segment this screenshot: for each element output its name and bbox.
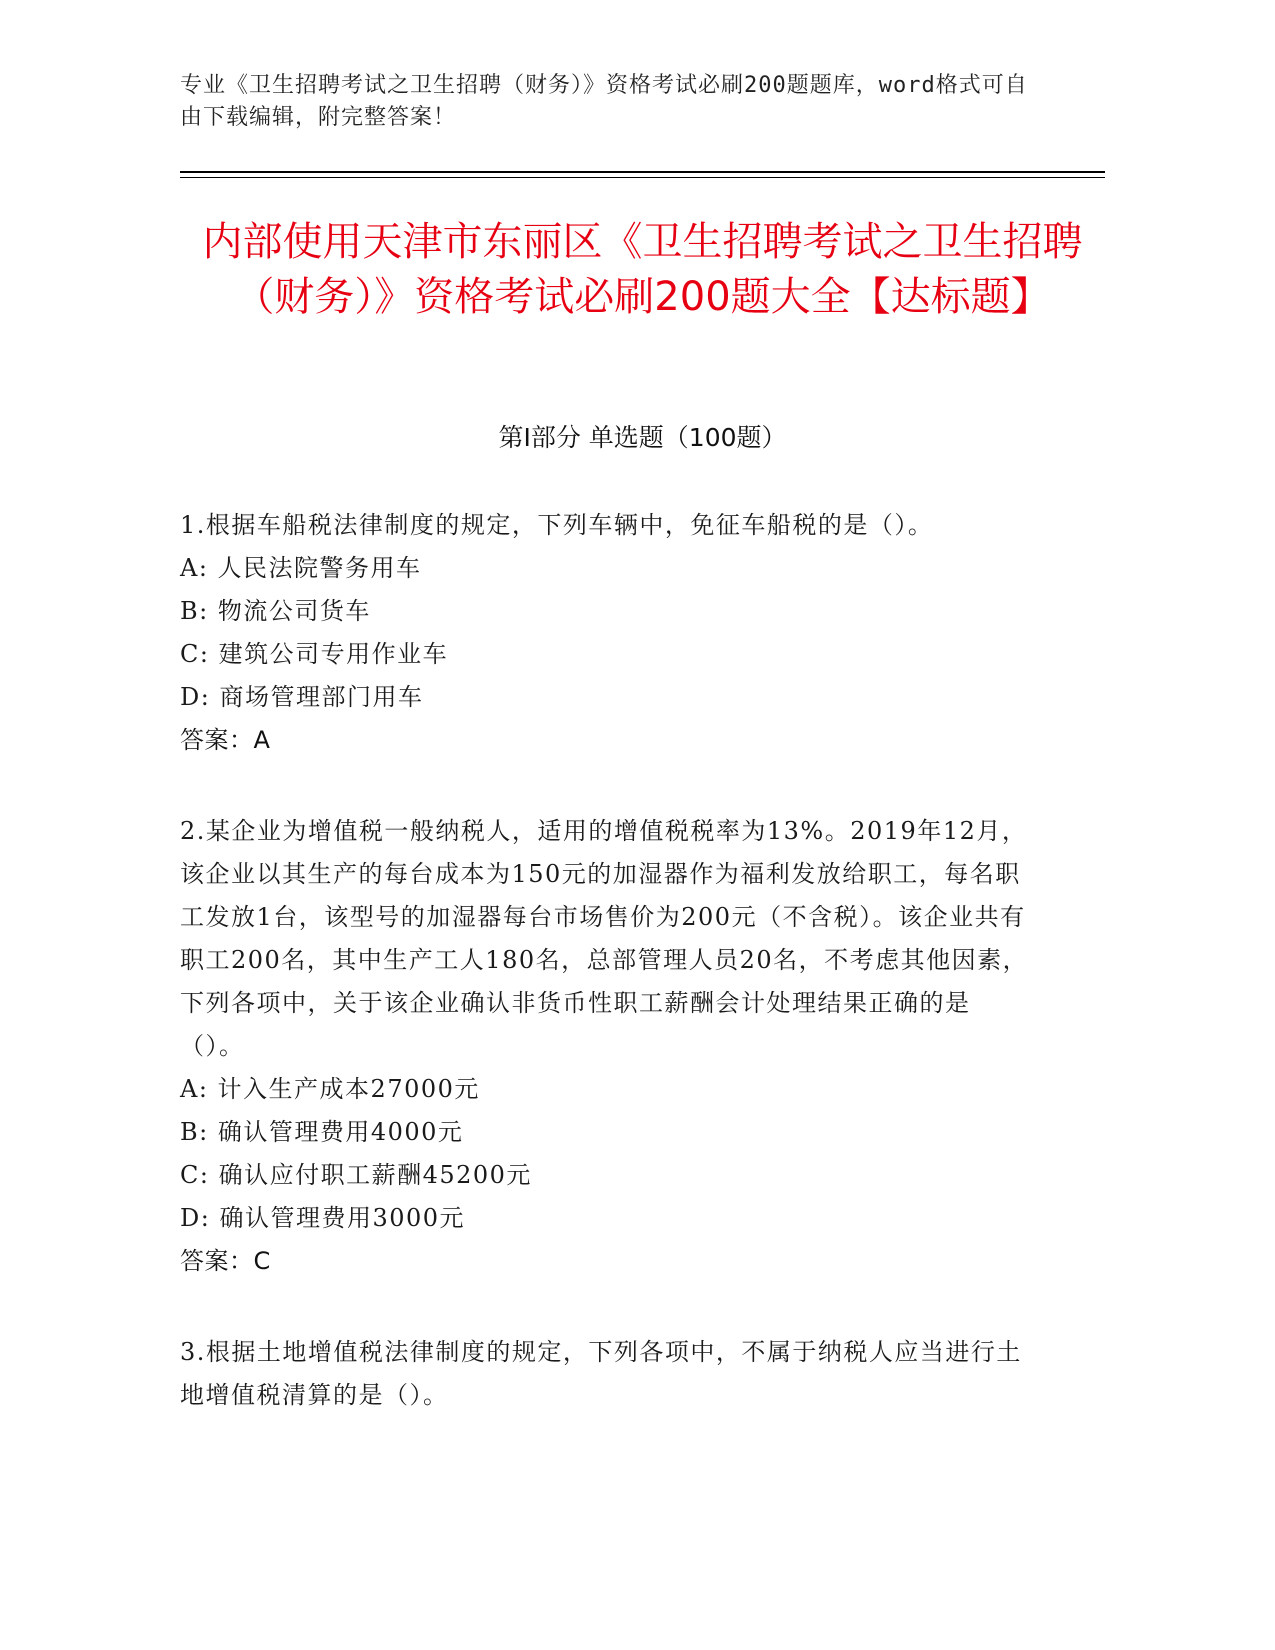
document-title: 内部使用天津市东丽区《卫生招聘考试之卫生招聘（财务）》资格考试必刷200题大全【达标题】: [202, 219, 1083, 320]
question-stem: 2.某企业为增值税一般纳税人，适用的增值税税率为13%。2019年12月，该企业以其生产的每台成本为150元的加湿器作为福利发放给职工，每名职工发放1台，该型号的加湿器每台市场售价为200元（不含税）。该企业共有职工200名，其中生产工人180名，总部管理人员20名，不考虑其他因素，下列各项中，关于该企业确认非货币性职工薪酬会计处理结果正确的是（）。: [180, 817, 1029, 1060]
question-block: [180, 810, 1030, 1283]
section-title: 第I部分 单选题（100题）: [498, 423, 787, 452]
question-stem: 3.根据土地增值税法律制度的规定，下列各项中，不属于纳税人应当进行土地增值税清算的是（）。: [180, 1338, 1022, 1409]
question-block: [180, 1331, 1030, 1417]
option-d: D: 确认管理费用3000元: [180, 1204, 466, 1232]
option-c: C: 确认应付职工薪酬45200元: [180, 1161, 532, 1189]
option-c: C: 建筑公司专用作业车: [180, 640, 449, 668]
answer: 答案：C: [180, 1247, 271, 1275]
question-stem: 1.根据车船税法律制度的规定，下列车辆中，免征车船税的是（）。: [180, 511, 934, 539]
question-block: [180, 504, 1030, 762]
option-b: B: 物流公司货车: [180, 597, 371, 625]
option-a: A: 计入生产成本27000元: [180, 1075, 480, 1103]
answer: 答案：A: [180, 726, 271, 754]
header-note: 专业《卫生招聘考试之卫生招聘（财务）》资格考试必刷200题题库，word格式可自由下载编辑，附完整答案！: [180, 73, 1028, 130]
option-b: B: 确认管理费用4000元: [180, 1118, 464, 1146]
header-rule-thick: [180, 171, 1105, 173]
option-a: A: 人民法院警务用车: [180, 554, 422, 582]
header-rule-thin: [180, 177, 1105, 178]
option-d: D: 商场管理部门用车: [180, 683, 424, 711]
